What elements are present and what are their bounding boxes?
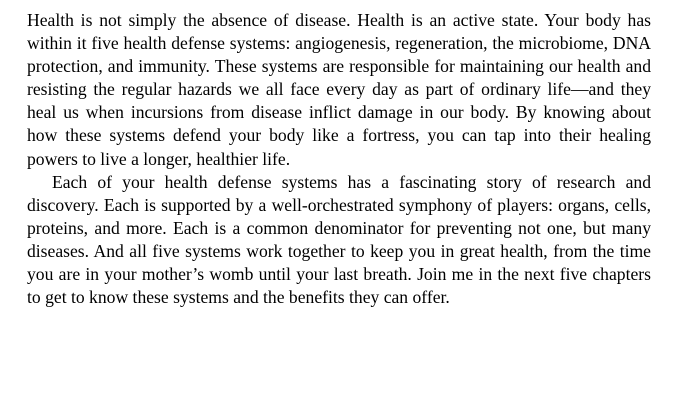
paragraph-2: Each of your health defense systems has a fascinating story of research and discovery. Each is supported by a well-orchestrated symphony of players: organs, cells, proteins, and more. Each is a common denominator for preventing not one, but many diseases. And all five systems work together to keep you in great health, from the time you are in your mother’s womb until your last breath. Join me in the next five chapters to get to know these systems and the benefits they can offer. (27, 171, 651, 308)
paragraph-1: Health is not simply the absence of disease. Health is an active state. Your body has within it five health defense systems: angiogenesis, regeneration, the microbiome, DNA protection, and immunity. These systems are responsible for maintaining our health and resisting the regular hazards we all face every day as part of ordinary life—and they heal us when incursions from disease inflict damage in our body. By knowing about how these systems defend your body like a fortress, you can tap into their healing powers to live a longer, healthier life. (27, 10, 651, 169)
document-page (27, 9, 651, 309)
